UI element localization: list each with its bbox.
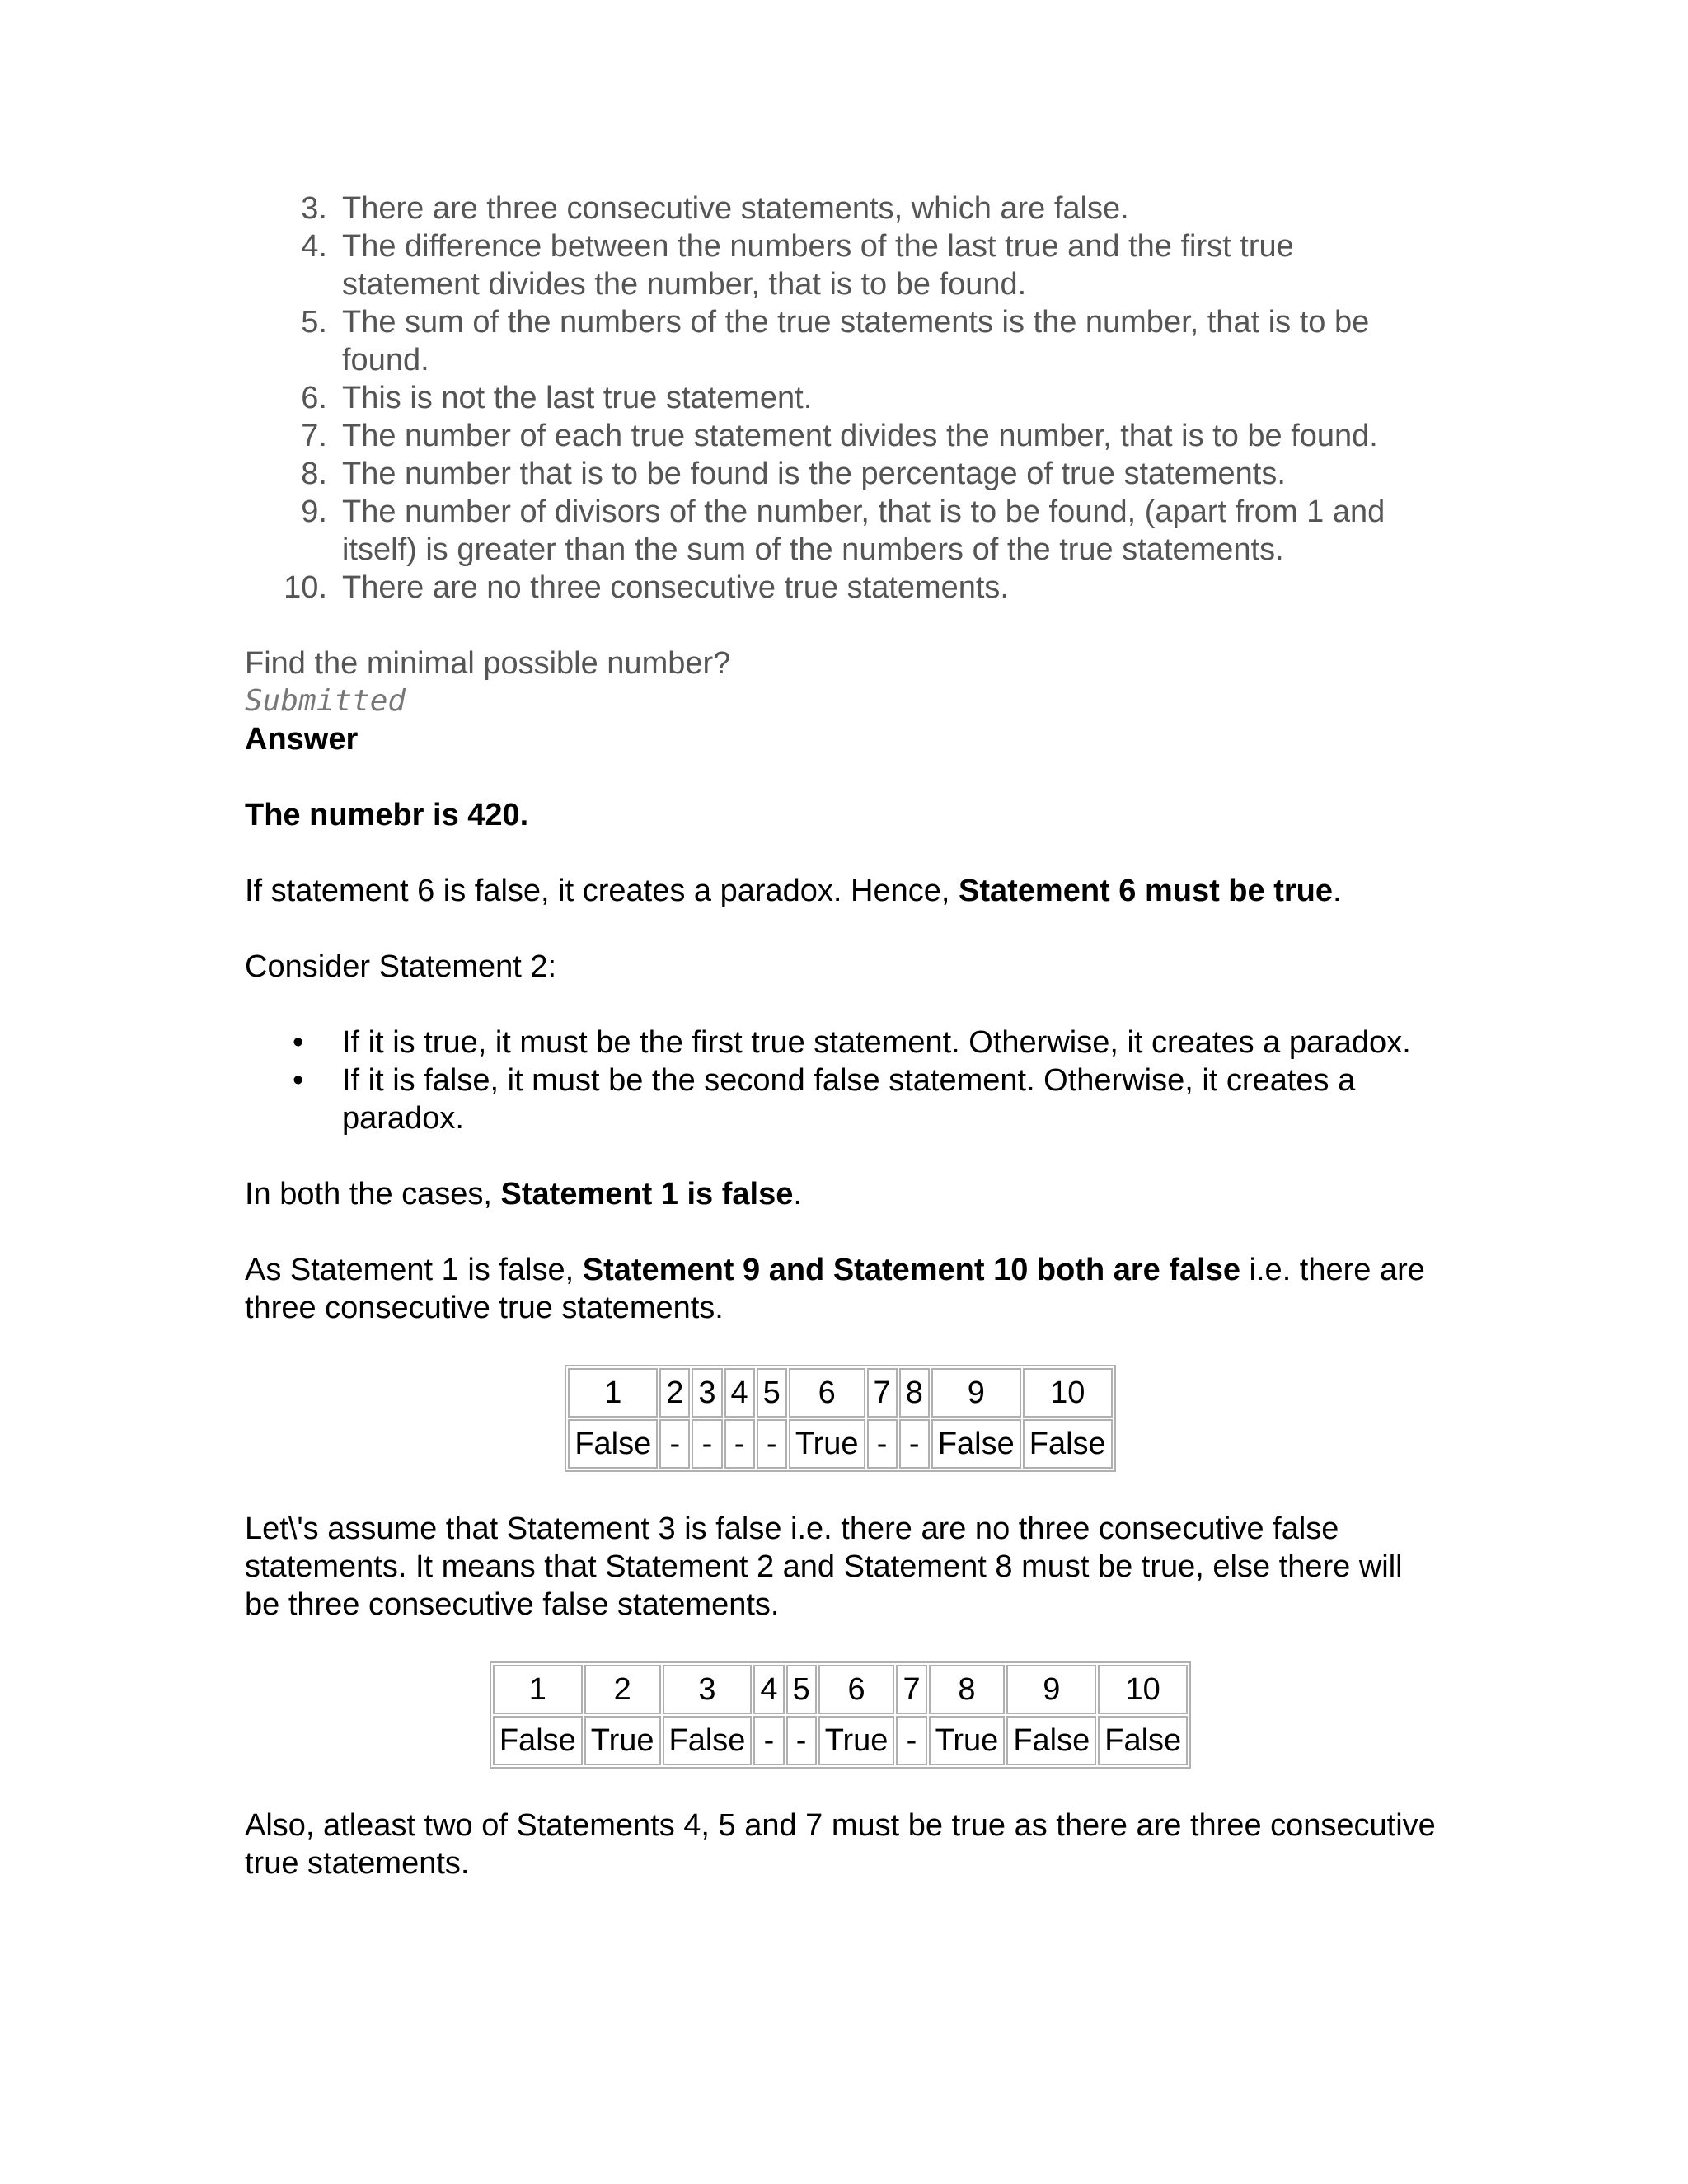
table-cell: True bbox=[789, 1419, 865, 1469]
bullet-icon: • bbox=[293, 1025, 304, 1060]
statement-text: This is not the last true statement. bbox=[342, 381, 813, 415]
table-header-cell: 6 bbox=[789, 1368, 865, 1418]
list-item bbox=[245, 1062, 1440, 1137]
table-cell: - bbox=[899, 1419, 930, 1469]
answer-heading: Answer bbox=[245, 722, 359, 757]
paragraph-text: In both the cases, bbox=[245, 1177, 501, 1212]
list-item bbox=[245, 190, 1440, 227]
table-cell: False bbox=[1023, 1419, 1113, 1469]
paragraph-emphasis: Statement 6 must be true bbox=[958, 874, 1333, 908]
paragraph-text: As Statement 1 is false, bbox=[245, 1253, 583, 1287]
table-cell: - bbox=[757, 1419, 787, 1469]
list-item bbox=[245, 493, 1440, 569]
statement-number: 3. bbox=[301, 191, 327, 226]
answer-number: The numebr is 420. bbox=[245, 798, 529, 832]
table-cell: False bbox=[493, 1716, 583, 1765]
statement-number: 4. bbox=[301, 229, 327, 264]
table-header-cell: 7 bbox=[867, 1368, 898, 1418]
table-header-cell: 8 bbox=[899, 1368, 930, 1418]
table-cell: - bbox=[753, 1716, 784, 1765]
table-cell: - bbox=[692, 1419, 722, 1469]
paragraph-both-cases bbox=[245, 1175, 1440, 1213]
paragraph-text: If statement 6 is false, it creates a paradox. Hence, bbox=[245, 874, 959, 908]
document-page bbox=[245, 190, 1440, 1882]
bullet-icon: • bbox=[293, 1063, 304, 1098]
statement-text: There are three consecutive statements, which are false. bbox=[342, 191, 1129, 226]
table-cell: True bbox=[929, 1716, 1006, 1765]
statement-text: The sum of the numbers of the true statements is the number, that is to be found. bbox=[342, 305, 1370, 377]
paragraph-emphasis: Statement 9 and Statement 10 both are false bbox=[582, 1253, 1240, 1287]
table-cell: - bbox=[724, 1419, 755, 1469]
bullet-text: If it is true, it must be the first true statement. Otherwise, it creates a paradox. bbox=[342, 1025, 1411, 1060]
paragraph-assume: Let\'s assume that Statement 3 is false i.e. there are no three consecutive false statements. It means that Statement 2 and Statement 8 must be true, else there will be three consecutive false statements. bbox=[245, 1511, 1403, 1622]
table-cell: False bbox=[568, 1419, 658, 1469]
table-header-cell: 2 bbox=[659, 1368, 690, 1418]
table-header-cell: 9 bbox=[1006, 1665, 1096, 1714]
table-cell: False bbox=[1098, 1716, 1188, 1765]
list-item bbox=[245, 227, 1440, 303]
list-item bbox=[245, 1024, 1440, 1062]
bullet-list bbox=[245, 1024, 1440, 1137]
statement-text: The number of divisors of the number, that is to be found, (apart from 1 and itself) is greater than the sum of the numbers of the true statements. bbox=[342, 494, 1386, 567]
statement-number: 7. bbox=[301, 419, 327, 453]
paragraph-also: Also, atleast two of Statements 4, 5 and 7 must be true as there are three consecutive true statements. bbox=[245, 1808, 1436, 1881]
statement-text: There are no three consecutive true statements. bbox=[342, 570, 1009, 605]
bullet-text: If it is false, it must be the second false statement. Otherwise, it creates a paradox. bbox=[342, 1063, 1356, 1136]
table-cell: False bbox=[663, 1716, 753, 1765]
table-header-cell: 3 bbox=[663, 1665, 753, 1714]
table-1-wrapper bbox=[245, 1365, 1436, 1472]
table-header-cell: 7 bbox=[896, 1665, 926, 1714]
table-header-cell: 4 bbox=[753, 1665, 784, 1714]
consider-statement-2: Consider Statement 2: bbox=[245, 949, 557, 984]
statement-number: 5. bbox=[301, 305, 327, 340]
table-cell: True bbox=[818, 1716, 895, 1765]
table-header-cell: 8 bbox=[929, 1665, 1006, 1714]
truth-table-1 bbox=[565, 1365, 1115, 1472]
paragraph-text: . bbox=[1332, 874, 1342, 908]
statement-text: The difference between the numbers of the last true and the first true statement divides the number, that is to be found. bbox=[342, 229, 1294, 302]
table-row bbox=[568, 1419, 1112, 1469]
table-cell: - bbox=[896, 1716, 926, 1765]
table-row bbox=[568, 1368, 1112, 1418]
list-item bbox=[245, 379, 1440, 417]
list-item bbox=[245, 303, 1440, 379]
table-header-cell: 4 bbox=[724, 1368, 755, 1418]
paragraph-statement-1 bbox=[245, 1251, 1440, 1327]
submitted-label: Submitted bbox=[245, 684, 406, 718]
table-header-cell: 10 bbox=[1098, 1665, 1188, 1714]
table-header-cell: 3 bbox=[692, 1368, 722, 1418]
list-item bbox=[245, 455, 1440, 493]
statement-number: 8. bbox=[301, 457, 327, 491]
table-cell: - bbox=[786, 1716, 817, 1765]
paragraph-text: . bbox=[793, 1177, 802, 1212]
table-header-cell: 1 bbox=[493, 1665, 583, 1714]
statement-number: 9. bbox=[301, 494, 327, 529]
table-row bbox=[493, 1665, 1188, 1714]
paragraph-statement-6 bbox=[245, 872, 1440, 910]
table-cell: - bbox=[867, 1419, 898, 1469]
table-header-cell: 5 bbox=[786, 1665, 817, 1714]
list-item bbox=[245, 569, 1440, 607]
table-2-wrapper bbox=[245, 1661, 1436, 1769]
table-cell: - bbox=[659, 1419, 690, 1469]
table-header-cell: 5 bbox=[757, 1368, 787, 1418]
statement-number: 6. bbox=[301, 381, 327, 415]
table-header-cell: 6 bbox=[818, 1665, 895, 1714]
table-cell: True bbox=[584, 1716, 661, 1765]
table-header-cell: 1 bbox=[568, 1368, 658, 1418]
question-text: Find the minimal possible number? bbox=[245, 646, 731, 681]
table-header-cell: 2 bbox=[584, 1665, 661, 1714]
statement-text: The number that is to be found is the percentage of true statements. bbox=[342, 457, 1286, 491]
statement-list bbox=[245, 190, 1440, 607]
table-header-cell: 10 bbox=[1023, 1368, 1113, 1418]
statement-number: 10. bbox=[284, 570, 327, 605]
table-cell: False bbox=[1006, 1716, 1096, 1765]
paragraph-text: i.e. there are three consecutive true statements. bbox=[245, 1253, 1425, 1325]
table-cell: False bbox=[931, 1419, 1021, 1469]
table-header-cell: 9 bbox=[931, 1368, 1021, 1418]
list-item bbox=[245, 417, 1440, 455]
table-row bbox=[493, 1716, 1188, 1765]
paragraph-emphasis: Statement 1 is false bbox=[500, 1177, 794, 1212]
truth-table-2 bbox=[490, 1661, 1191, 1769]
statement-text: The number of each true statement divides the number, that is to be found. bbox=[342, 419, 1378, 453]
